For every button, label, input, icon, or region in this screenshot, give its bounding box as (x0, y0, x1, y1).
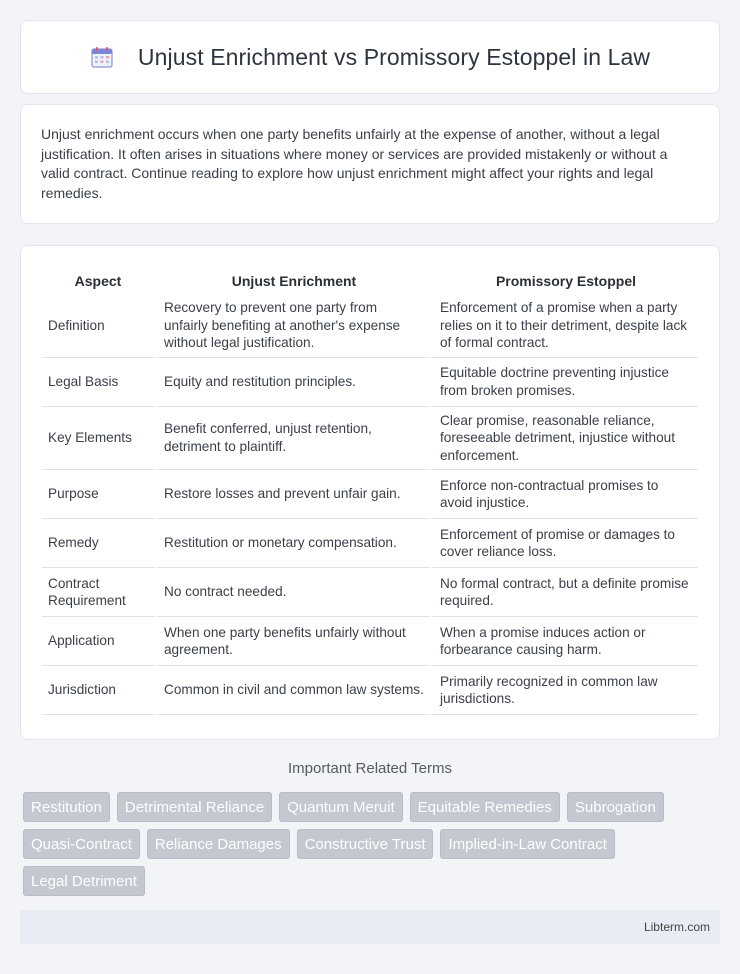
unjust-enrichment-cell: Restitution or monetary compensation. (154, 519, 430, 568)
promissory-estoppel-cell: Primarily recognized in common law jurisdictions. (430, 666, 698, 715)
promissory-estoppel-cell: Enforcement of promise or damages to cover reliance loss. (430, 519, 698, 568)
related-term-tag[interactable]: Subrogation (567, 792, 664, 822)
calendar-icon (90, 45, 114, 69)
comparison-table (42, 262, 698, 715)
unjust-enrichment-cell: Recovery to prevent one party from unfairly benefiting at another's expense without legal justification. (154, 294, 430, 358)
promissory-estoppel-cell: Enforce non-contractual promises to avoid injustice. (430, 470, 698, 519)
unjust-enrichment-cell: Common in civil and common law systems. (154, 666, 430, 715)
promissory-estoppel-cell: Equitable doctrine preventing injustice from broken promises. (430, 358, 698, 407)
aspect-cell: Purpose (42, 470, 154, 519)
footer (20, 910, 720, 944)
unjust-enrichment-cell: When one party benefits unfairly without agreement. (154, 617, 430, 666)
aspect-cell: Legal Basis (42, 358, 154, 407)
promissory-estoppel-cell: Clear promise, reasonable reliance, foreseeable detriment, injustice without enforcement. (430, 407, 698, 471)
table-row (42, 617, 698, 666)
aspect-cell: Remedy (42, 519, 154, 568)
unjust-enrichment-cell: No contract needed. (154, 568, 430, 617)
related-terms-list (23, 792, 723, 903)
table-row (42, 666, 698, 715)
footer-site-link[interactable]: Libterm.com (643, 920, 710, 934)
related-term-tag[interactable]: Quantum Meruit (279, 792, 403, 822)
header-card (20, 20, 720, 94)
table-row (42, 407, 698, 471)
page-title: Unjust Enrichment vs Promissory Estoppel in Law (137, 43, 651, 70)
table-row (42, 294, 698, 358)
related-term-tag[interactable]: Legal Detriment (23, 866, 145, 896)
intro-card (20, 104, 720, 224)
intro-text: Unjust enrichment occurs when one party benefits unfairly at the expense of another, without a legal justification. It often arises in situations where money or services are provided mistakenly or without a valid contract. Continue reading to explore how unjust enrichment might affect your rights and legal remedies. (41, 126, 668, 201)
table-row (42, 470, 698, 519)
aspect-cell: Application (42, 617, 154, 666)
related-term-tag[interactable]: Reliance Damages (147, 829, 290, 859)
related-terms-title: Important Related Terms (288, 760, 452, 777)
column-header-unjust-enrichment: Unjust Enrichment (154, 262, 430, 294)
aspect-cell: Definition (42, 294, 154, 358)
related-term-tag[interactable]: Equitable Remedies (410, 792, 560, 822)
table-row (42, 358, 698, 407)
aspect-cell: Key Elements (42, 407, 154, 471)
related-term-tag[interactable]: Constructive Trust (297, 829, 434, 859)
table-row (42, 519, 698, 568)
comparison-table-card (20, 245, 720, 740)
promissory-estoppel-cell: When a promise induces action or forbearance causing harm. (430, 617, 698, 666)
table-row (42, 568, 698, 617)
related-term-tag[interactable]: Detrimental Reliance (117, 792, 272, 822)
column-header-promissory-estoppel: Promissory Estoppel (430, 262, 698, 294)
related-term-tag[interactable]: Restitution (23, 792, 110, 822)
promissory-estoppel-cell: Enforcement of a promise when a party relies on it to their detriment, despite lack of formal contract. (430, 294, 698, 358)
aspect-cell: Jurisdiction (42, 666, 154, 715)
unjust-enrichment-cell: Restore losses and prevent unfair gain. (154, 470, 430, 519)
unjust-enrichment-cell: Equity and restitution principles. (154, 358, 430, 407)
related-term-tag[interactable]: Implied-in-Law Contract (440, 829, 614, 859)
related-term-tag[interactable]: Quasi-Contract (23, 829, 140, 859)
aspect-cell: Contract Requirement (42, 568, 154, 617)
column-header-aspect: Aspect (74, 273, 122, 289)
unjust-enrichment-cell: Benefit conferred, unjust retention, detriment to plaintiff. (154, 407, 430, 471)
promissory-estoppel-cell: No formal contract, but a definite promise required. (430, 568, 698, 617)
